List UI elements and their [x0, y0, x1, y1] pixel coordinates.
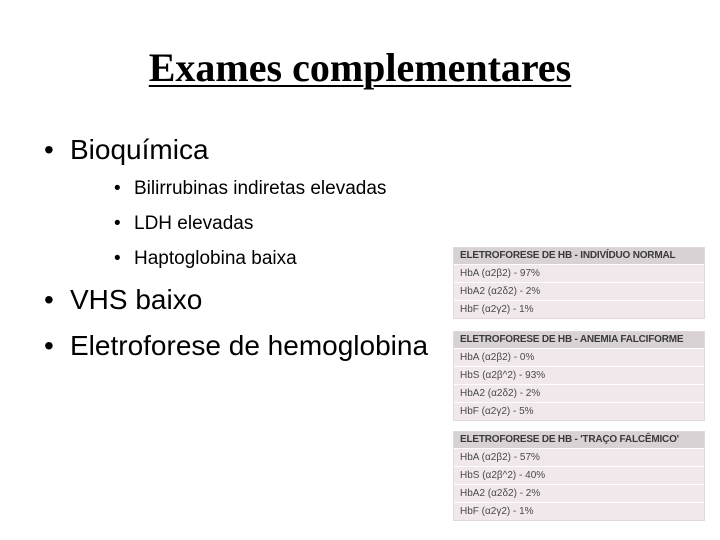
bullet-dot: • — [44, 330, 54, 361]
bullet-label: Bilirrubinas indiretas elevadas — [134, 178, 387, 199]
bullet-label: Eletroforese de hemoglobina — [70, 330, 429, 361]
bullet-label: Haptoglobina baixa — [134, 248, 297, 269]
electrophoresis-panel-falciforme — [454, 332, 704, 420]
bullet-label: VHS baixo — [70, 284, 203, 315]
bullet-eletroforese — [44, 330, 428, 362]
bullet-label: Bioquímica — [70, 134, 209, 165]
bullet-dot: • — [114, 213, 121, 234]
sub-bullet-ldh — [114, 213, 253, 235]
bullet-vhs — [44, 284, 202, 316]
panel-row: HbF (α2γ2) - 5% — [454, 402, 704, 420]
panel-row: HbA (α2β2) - 0% — [454, 348, 704, 366]
panel-row: HbA2 (α2δ2) - 2% — [454, 282, 704, 300]
electrophoresis-panel-traco — [454, 432, 704, 520]
panel-row: HbS (α2β^2) - 93% — [454, 366, 704, 384]
bullet-dot: • — [114, 178, 121, 199]
panel-row: HbF (α2γ2) - 1% — [454, 300, 704, 318]
bullet-dot: • — [44, 284, 54, 315]
electrophoresis-panel-normal — [454, 248, 704, 318]
panel-header: ELETROFORESE DE HB - ANEMIA FALCIFORME — [454, 332, 704, 348]
panel-header: ELETROFORESE DE HB - 'TRAÇO FALCÊMICO' — [454, 432, 704, 448]
bullet-dot: • — [114, 248, 121, 269]
sub-bullet-haptoglobina — [114, 248, 297, 270]
bullet-dot: • — [44, 134, 54, 165]
panel-row: HbA2 (α2δ2) - 2% — [454, 384, 704, 402]
page-title: Exames complementares — [148, 45, 572, 90]
panel-row: HbA2 (α2δ2) - 2% — [454, 484, 704, 502]
bullet-bioquimica — [44, 134, 209, 166]
bullet-label: LDH elevadas — [134, 213, 254, 234]
panel-row: HbF (α2γ2) - 1% — [454, 502, 704, 520]
panel-row: HbA (α2β2) - 97% — [454, 264, 704, 282]
panel-row: HbS (α2β^2) - 40% — [454, 466, 704, 484]
panel-row: HbA (α2β2) - 57% — [454, 448, 704, 466]
panel-header: ELETROFORESE DE HB - INDIVÍDUO NORMAL — [454, 248, 704, 264]
sub-bullet-bilirrubinas — [114, 178, 386, 200]
